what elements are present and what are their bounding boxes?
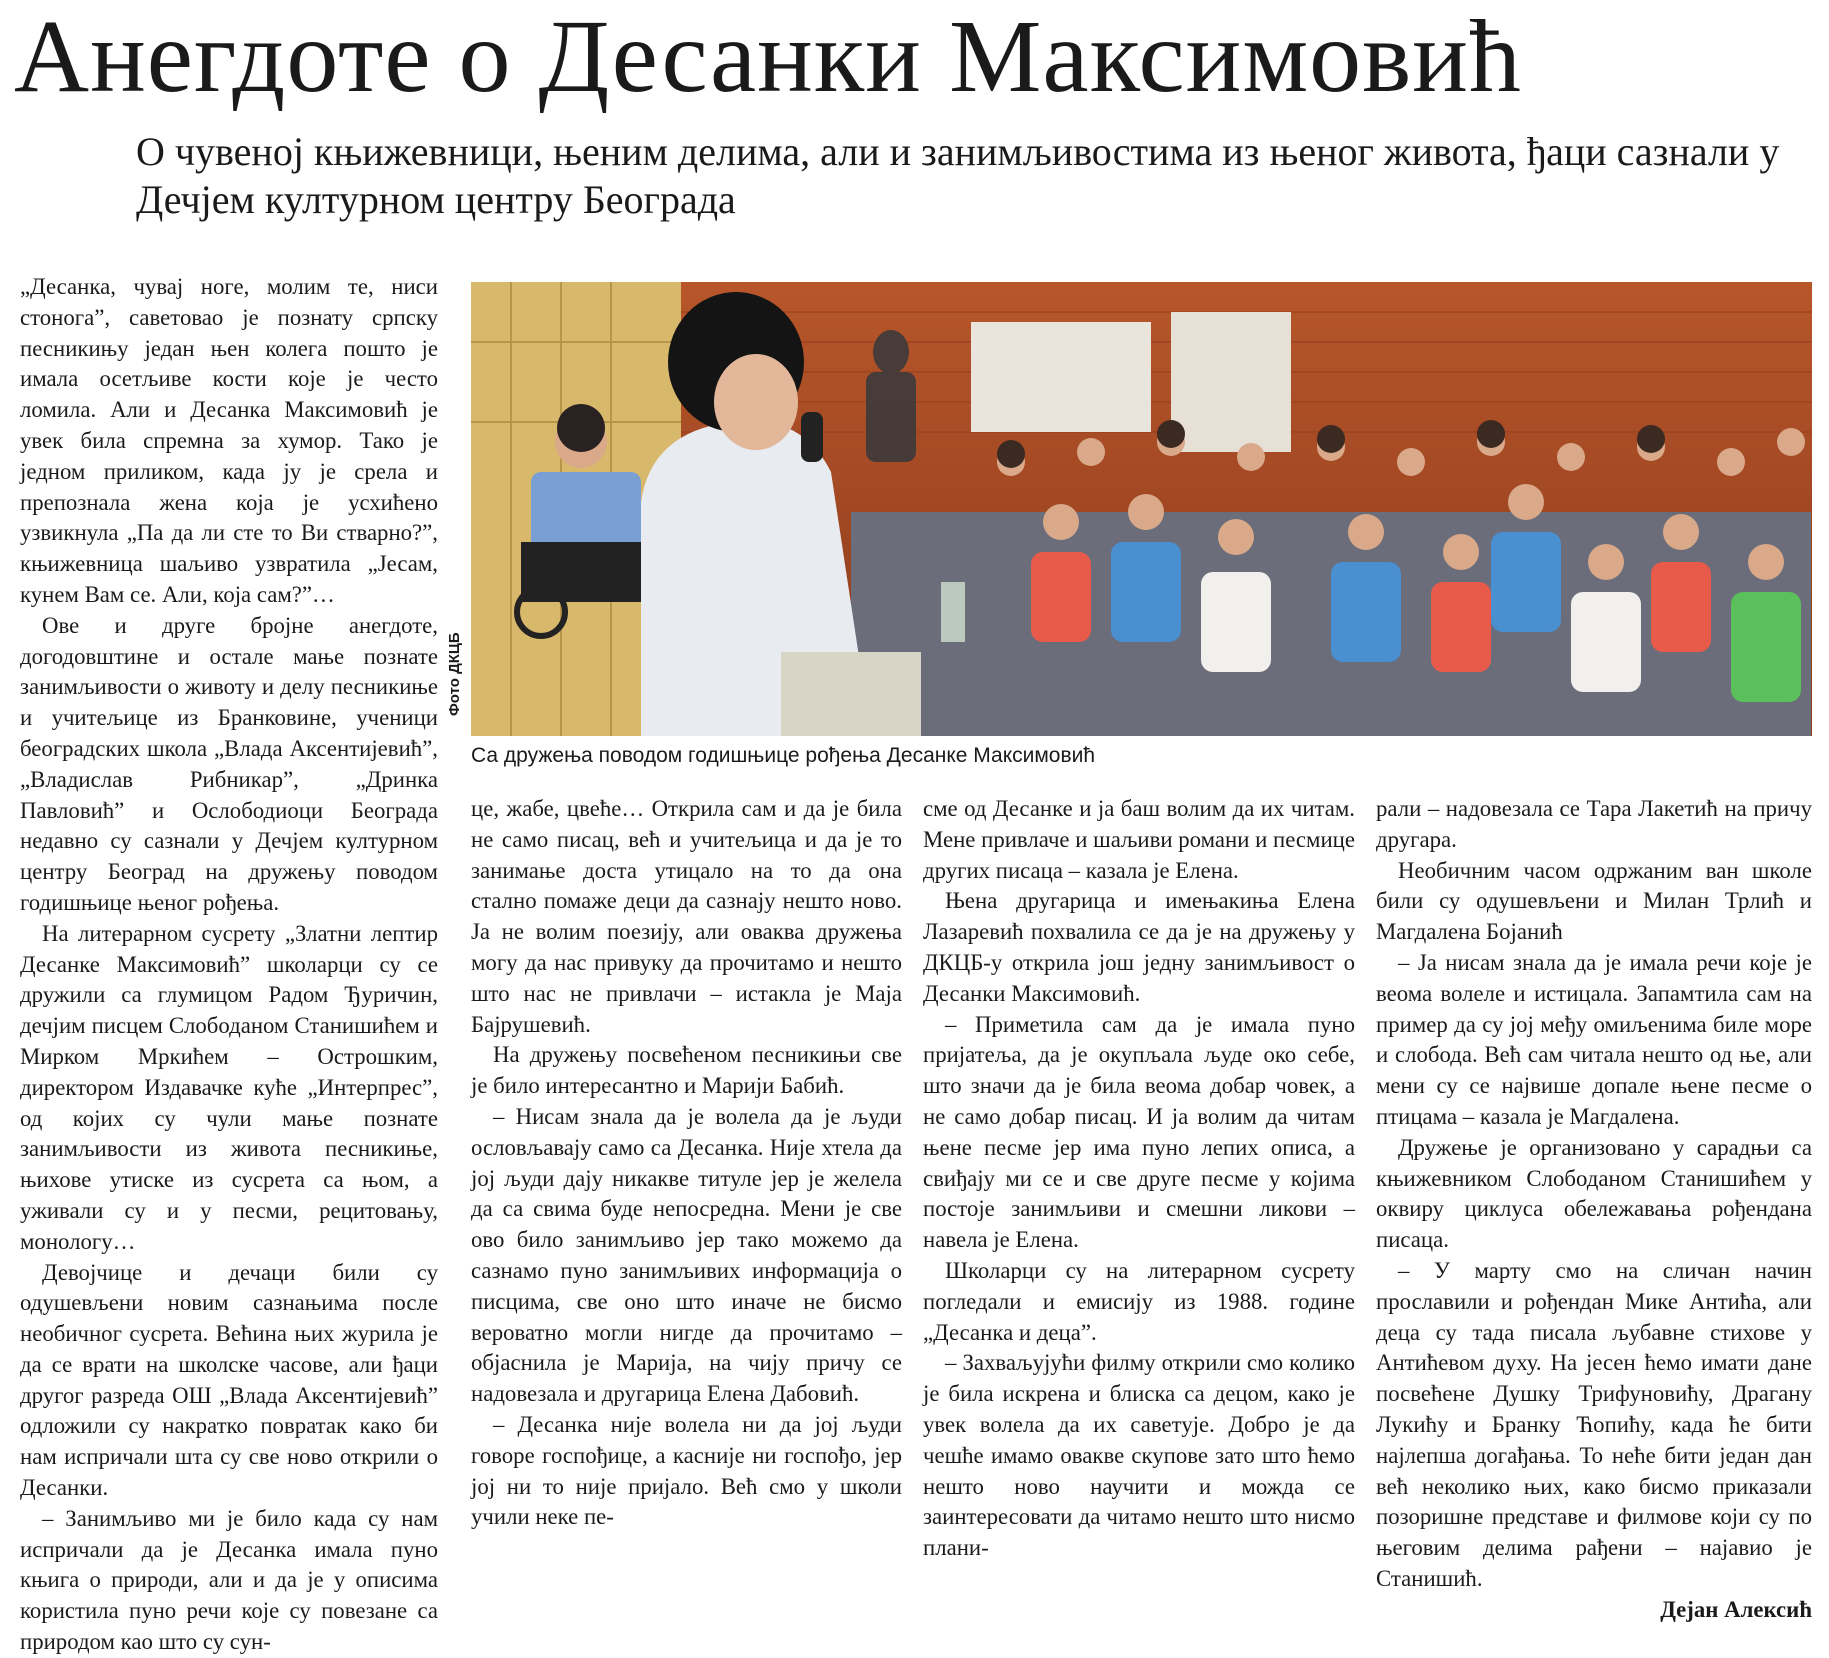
paragraph: – Занимљиво ми је било када су нам испричали да је Десанка имала пуно књига о природи, али и да је у описима користила пуно речи које су повезане са природом као што су сун-	[20, 1505, 438, 1655]
article-column-3	[923, 794, 1355, 1624]
headline: Анегдоте о Десанки Максимовић	[14, 0, 1522, 114]
article-column-4	[1376, 794, 1812, 1624]
paragraph: Необичним часом одржаним ван школе били су одушевљени и Милан Трлић и Магдалена Бојанић	[1376, 857, 1812, 945]
photo-caption: Са дружења поводом годишњице рођења Десанке Максимовић	[471, 744, 1096, 767]
paragraph: це, жабе, цвеће… Открила сам и да је била не само писац, већ и учитељица и да је то занимање доста утицало на то да она стално помаже деци да сазнају нешто ново. Ја не волим поезију, али оваква дружења могу да нас привуку да прочитамо и нешто што нас не привлачи – истакла је Маја Бајрушевић.	[471, 796, 902, 1037]
paragraph: – Десанка није волела ни да јој људи говоре госпођице, а касније ни госпођо, јер јој ни то није пријало. Већ смо у школи учили неке пе-	[471, 1411, 902, 1530]
paragraph: На дружењу посвећеном песникињи све је било интересантно и Марији Бабић.	[471, 1042, 902, 1099]
article-column-2	[471, 794, 902, 1624]
paragraph: Дружење је организовано у сарадњи са књижевником Слободаном Станишићем у оквиру циклуса обележавања рођендана писаца.	[1376, 1134, 1812, 1253]
photo-credit: Фото ДКЦБ	[446, 632, 463, 716]
subheadline: О чувеној књижевници, њеним делима, али и занимљивостима из њеног живота, ђаци сазнали у Дечјем културном центру Београда	[136, 129, 1780, 222]
paragraph: Њена другарица и имењакиња Елена Лазаревић похвалила се да је на дружењу у ДКЦБ-у открила још једну занимљивост о Десанки Максимовић.	[923, 888, 1355, 1006]
paragraph: Школарци су на литерарном сусрету погледали и емисију из 1988. године „Десанка и деца”.	[923, 1257, 1355, 1345]
paragraph: рали – надовезала се Тара Лакетић на причу другара.	[1376, 796, 1812, 852]
paragraph: – Захваљујући филму открили смо колико је била искрена и блиска са децом, како је увек волела да их саветује. Добро је да чешће имамо овакве скупове зато што ћемо нешто ново научити и можда се заинтересовати да читамо нешто што нисмо плани-	[923, 1350, 1355, 1561]
article-photo	[471, 282, 1812, 736]
byline: Дејан Алексић	[1660, 1596, 1812, 1622]
paragraph: – Приметила сам да је имала пуно пријатеља, да је окупљала људе око себе, што значи да је била веома добар човек, а не само добар писац. И ја волим да читам њене песме јер има пуно лепих описа, а свиђају ми се и све друге песме у којима постоје занимљиви и смешни ликови – навела је Елена.	[923, 1011, 1355, 1253]
paragraph: сме од Десанке и ја баш волим да их читам. Мене привлаче и шаљиви романи и песмице других писаца – казала је Елена.	[923, 796, 1355, 883]
audience-photo-illustration	[471, 282, 1812, 736]
paragraph: На литерарном сусрету „Златни лептир Десанке Максимовић” школарци су се дружили са глумицом Радом Ђуричин, дечјим писцем Слободаном Станишићем и Мирком Мркићем – Острошким, директором Издавачке куће „Интерпрес”, од којих су чули мање познате занимљивости из живота песникиње, њихове утиске из сусрета са њом, а уживали су и у песми, рецитовању, монологу…	[20, 920, 438, 1254]
paragraph: – Ја нисам знала да је имала речи које је веома волеле и истицала. Запамтила сам на пример да су јој међу омиљенима биле море и слобода. Већ сам читала нешто од ње, али мени су се највише допале њене песме о птицама – казала је Магдалена.	[1376, 949, 1812, 1129]
paragraph: – У марту смо на сличан начин прославили и рођендан Мике Антића, али деца су тада писала љубавне стихове у Антићевом духу. На јесен ћемо имати дане посвећене Душку Трифуновићу, Драгану Лукићу и Бранку Ћопићу, када ће бити најлепша догађања. То неће бити један дан већ неколико њих, како бисмо приказали позоришне представе и филмове који су по његовим делима рађени – најавио је Станишић.	[1376, 1257, 1812, 1591]
paragraph: – Нисам знала да је волела да је људи ословљавају само са Десанка. Није хтела да јој људи дају никакве титуле јер је желела да са свима буде непосредна. Мени је све ово било занимљиво јер тако можемо да сазнамо пуно занимљивих информација о писцима, све оно што иначе не бисмо вероватно могли нигде да прочитамо – објаснила је Марија, на чију причу се надовезала и другарица Елена Дабовић.	[471, 1103, 902, 1407]
article-column-1	[20, 272, 438, 1655]
paragraph: Девојчице и дечаци били су одушевљени новим сазнањима после необичног сусрета. Већина њих журила је да се врати на школске часове, али ђаци другог разреда ОШ „Влада Аксентијевић” одложили су накратко повратак како би нам испричали шта су све ново открили о Десанки.	[20, 1259, 438, 1501]
paragraph: Ове и друге бројне анегдоте, догодовштине и остале мање познате занимљивости о животу и делу песникиње и учитељице из Бранковине, ученици београдских школа „Влада Аксентијевић”, „Владислав Рибникар”, „Дринка Павловић” и Ослободиоци Београда недавно су сазнали у Дечјем културном центру Београд на дружењу поводом годишњице њеног рођења.	[20, 612, 438, 915]
paragraph: „Десанка, чувај ноге, молим те, ниси стонога”, саветовао је познату српску песникињу један њен колега пошто је имала осетљиве кости које је често ломила. Али и Десанка Максимовић је увек била спремна за хумор. Тако је једном приликом, када ју је срела и препознала жена која је усхићено узвикнула „Па да ли сте то Ви стварно?”, књижевница шаљиво узвратила „Јесам, кунем Вам се. Али, која сам?”…	[20, 274, 438, 607]
